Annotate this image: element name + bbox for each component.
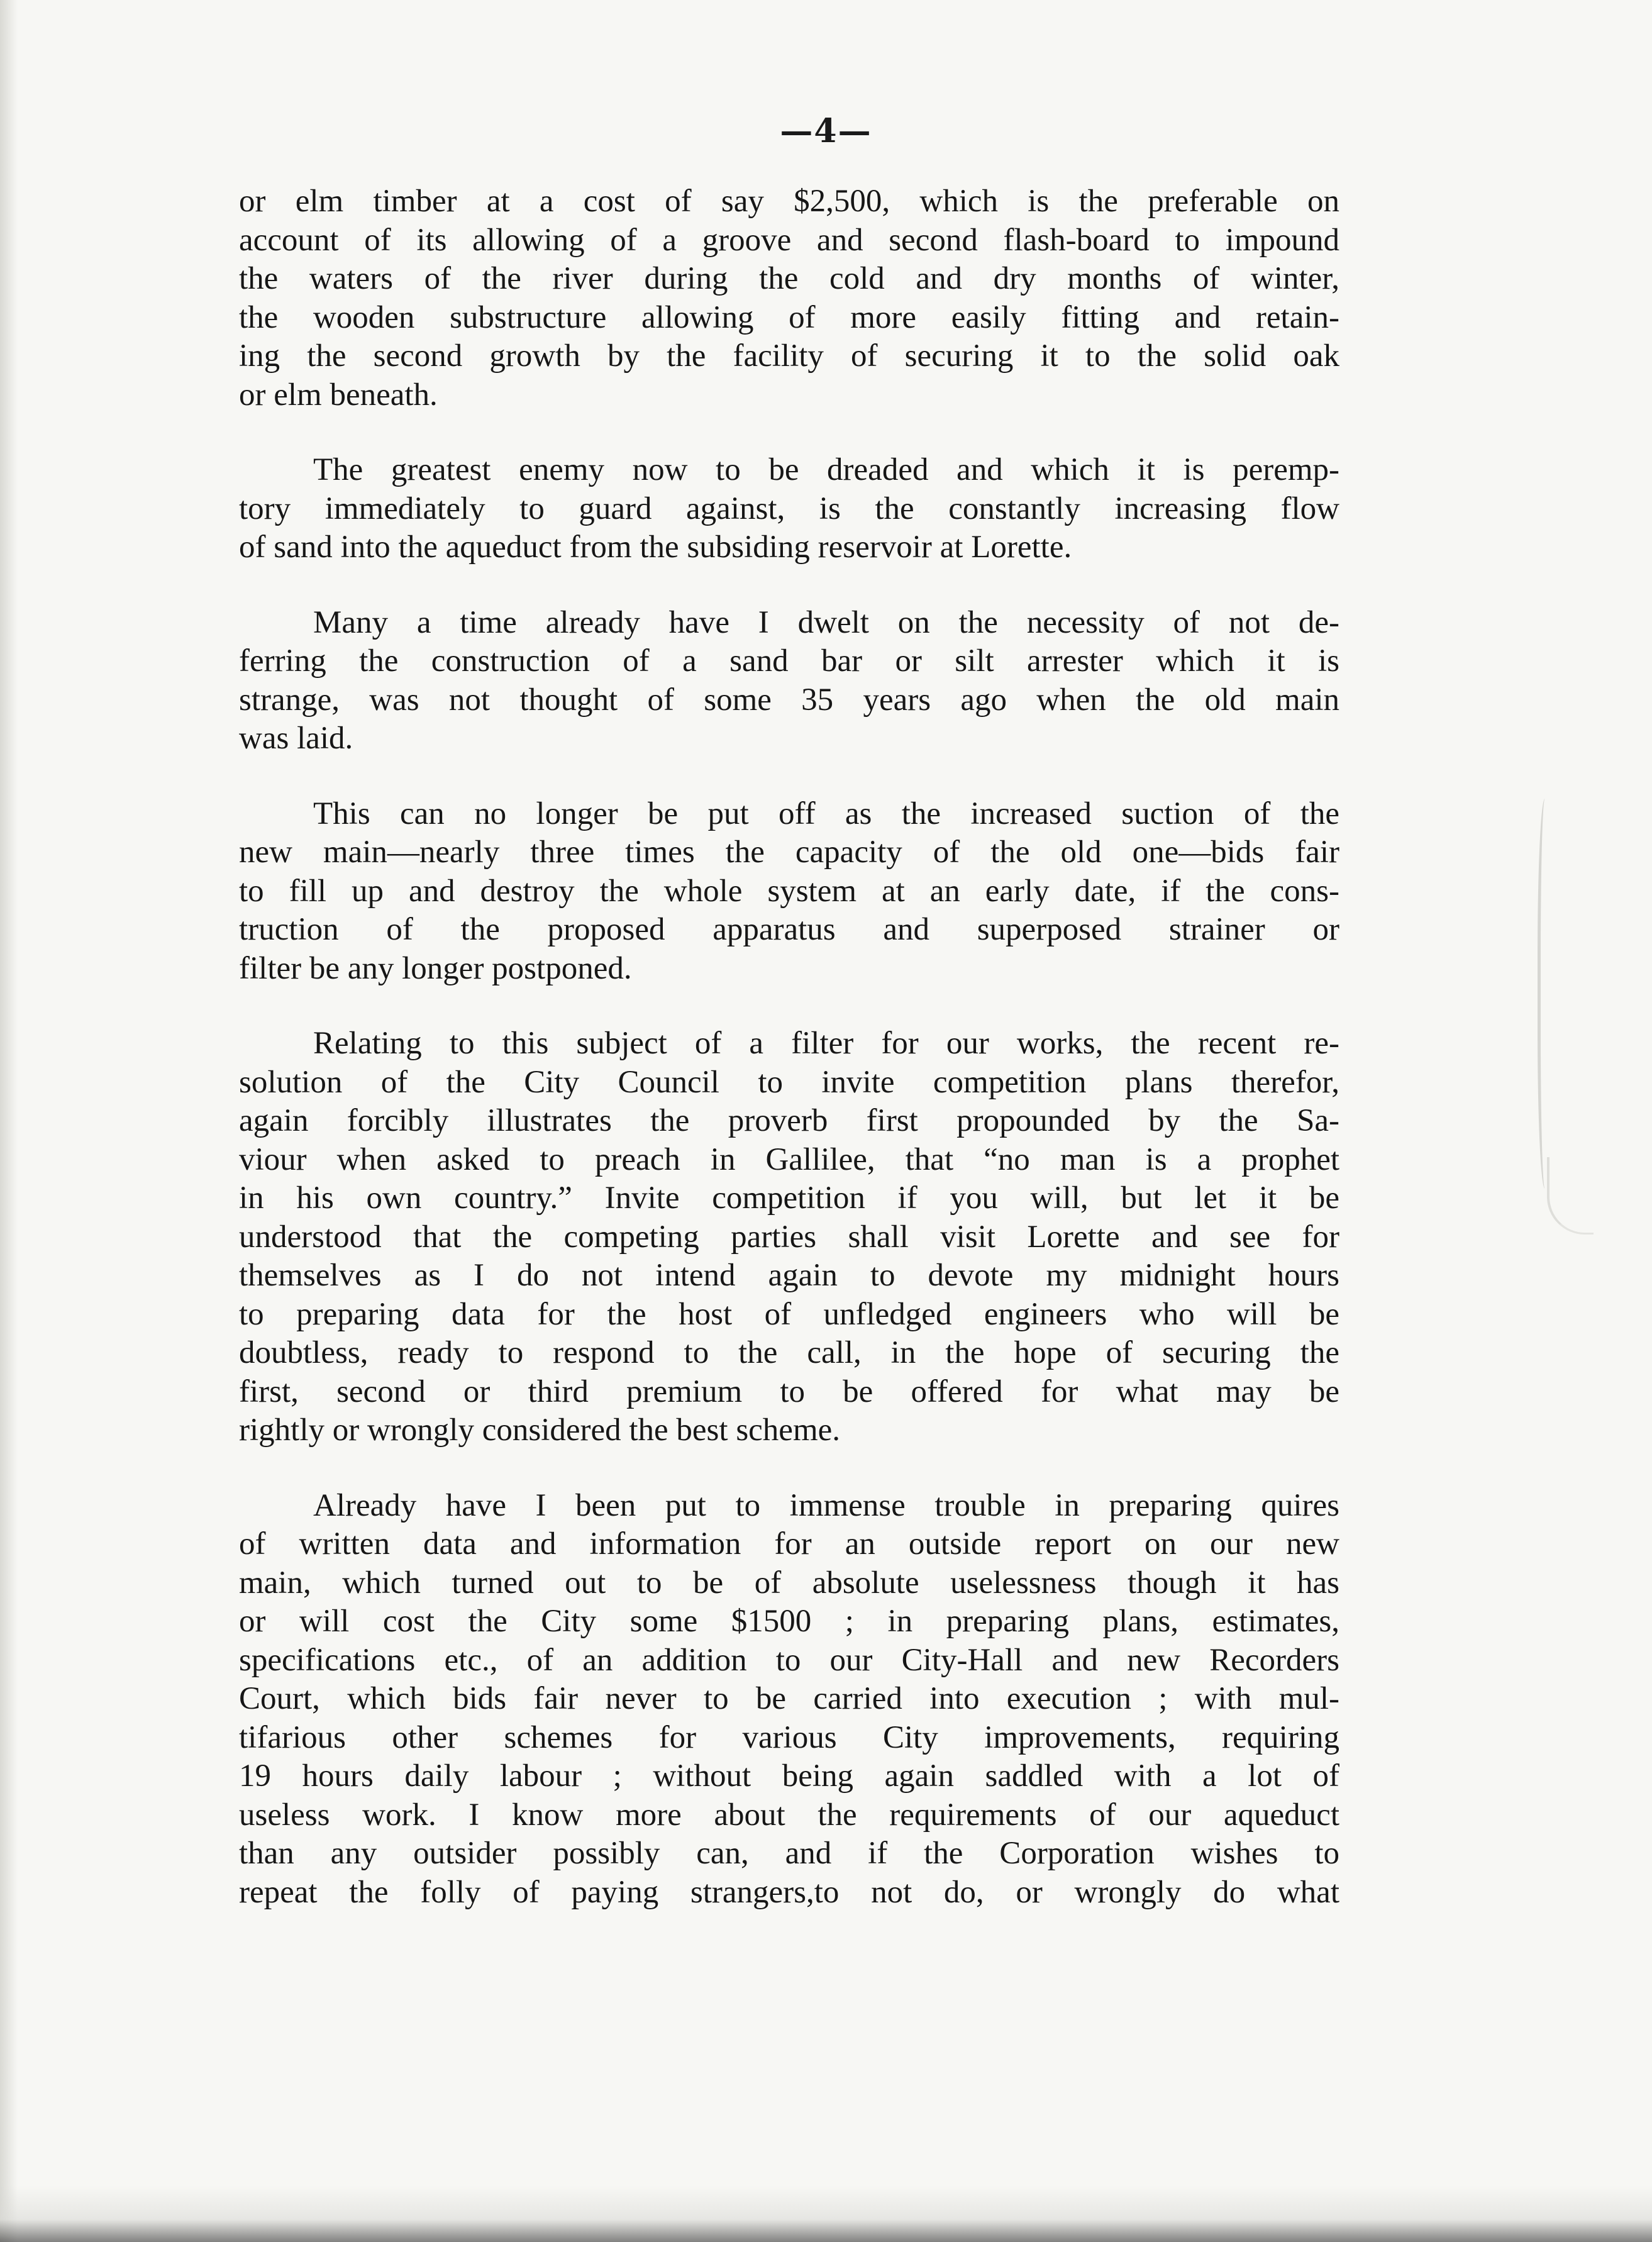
text-line: ferring the construction of a sand bar or silt arrester which it is [239, 643, 1339, 679]
text-line: tifarious other schemes for various City improvements, requiring [239, 1719, 1339, 1755]
text-line: rightly or wrongly considered the best scheme. [239, 1412, 841, 1448]
paragraph [239, 182, 1339, 414]
text-line: useless work. I know more about the requirements of our aqueduct [239, 1797, 1339, 1833]
text-line: Court, which bids fair never to be carried into execution ; with mul- [239, 1681, 1339, 1716]
paper-fold-curl [1547, 1157, 1594, 1235]
text-line: was laid. [239, 721, 353, 756]
paper-fold-mark [1538, 799, 1556, 1189]
text-line: in his own country.” Invite competition if you will, but let it be [239, 1180, 1339, 1216]
text-line: tory immediately to guard against, is the constantly increasing flow [239, 491, 1339, 526]
text-line: the wooden substructure allowing of more easily fitting and retain- [239, 299, 1339, 335]
text-line: account of its allowing of a groove and second flash-board to impound [239, 222, 1339, 258]
text-line: This can no longer be put off as the increased suction of the [313, 796, 1339, 831]
text-line: or will cost the City some $1500 ; in preparing plans, estimates, [239, 1604, 1339, 1639]
text-line: again forcibly illustrates the proverb first propounded by the Sa- [239, 1103, 1339, 1138]
text-line: understood that the competing parties shall visit Lorette and see for [239, 1219, 1339, 1255]
text-line: strange, was not thought of some 35 years ago when the old main [239, 682, 1339, 718]
text-line: or elm timber at a cost of say $2,500, which is the preferable on [239, 184, 1339, 219]
text-line: or elm beneath. [239, 377, 438, 413]
text-line: filter be any longer postponed. [239, 950, 632, 986]
scan-left-edge [0, 0, 18, 2242]
text-line: truction of the proposed apparatus and superposed strainer or [239, 912, 1339, 947]
text-line: Already have I been put to immense trouble in preparing quires [313, 1487, 1339, 1523]
text-line: 19 hours daily labour ; without being again saddled with a lot of [239, 1758, 1339, 1794]
text-line: of sand into the aqueduct from the subsiding reservoir at Lorette. [239, 530, 1072, 565]
text-line: main, which turned out to be of absolute uselessness though it has [239, 1565, 1339, 1601]
text-line: to preparing data for the host of unfledged engineers who will be [239, 1296, 1339, 1332]
text-line: specifications etc., of an addition to our City-Hall and new Recorders [239, 1642, 1339, 1678]
text-line: Many a time already have I dwelt on the necessity of not de- [313, 604, 1339, 640]
body-text [239, 182, 1339, 1948]
page-number: —4— [780, 112, 872, 150]
text-line: the waters of the river during the cold and dry months of winter, [239, 261, 1339, 296]
paragraph [239, 604, 1339, 758]
paragraph [239, 1024, 1339, 1450]
text-line: Relating to this subject of a filter for our works, the recent re- [313, 1026, 1339, 1061]
paragraph [239, 1487, 1339, 1912]
text-line: solution of the City Council to invite competition plans therefor, [239, 1064, 1339, 1100]
text-line: of written data and information for an outside report on our new [239, 1526, 1339, 1562]
paragraph [239, 795, 1339, 989]
text-line: themselves as I do not intend again to devote my midnight hours [239, 1258, 1339, 1293]
text-line: new main—nearly three times the capacity of the old one—bids fair [239, 835, 1339, 870]
text-line: than any outsider possibly can, and if the Corporation wishes to [239, 1836, 1339, 1871]
text-line: first, second or third premium to be offered for what may be [239, 1374, 1339, 1409]
text-line: The greatest enemy now to be dreaded and which it is peremp- [313, 452, 1339, 487]
text-line: viour when asked to preach in Gallilee, that “no man is a prophet [239, 1141, 1339, 1177]
scan-bottom-edge [0, 2185, 1652, 2242]
text-line: ing the second growth by the facility of securing it to the solid oak [239, 338, 1339, 374]
text-line: doubtless, ready to respond to the call, in the hope of securing the [239, 1335, 1339, 1370]
text-line: to fill up and destroy the whole system at an early date, if the cons- [239, 873, 1339, 909]
text-line: repeat the folly of paying strangers,to not do, or wrongly do what [239, 1874, 1339, 1910]
paragraph [239, 451, 1339, 567]
